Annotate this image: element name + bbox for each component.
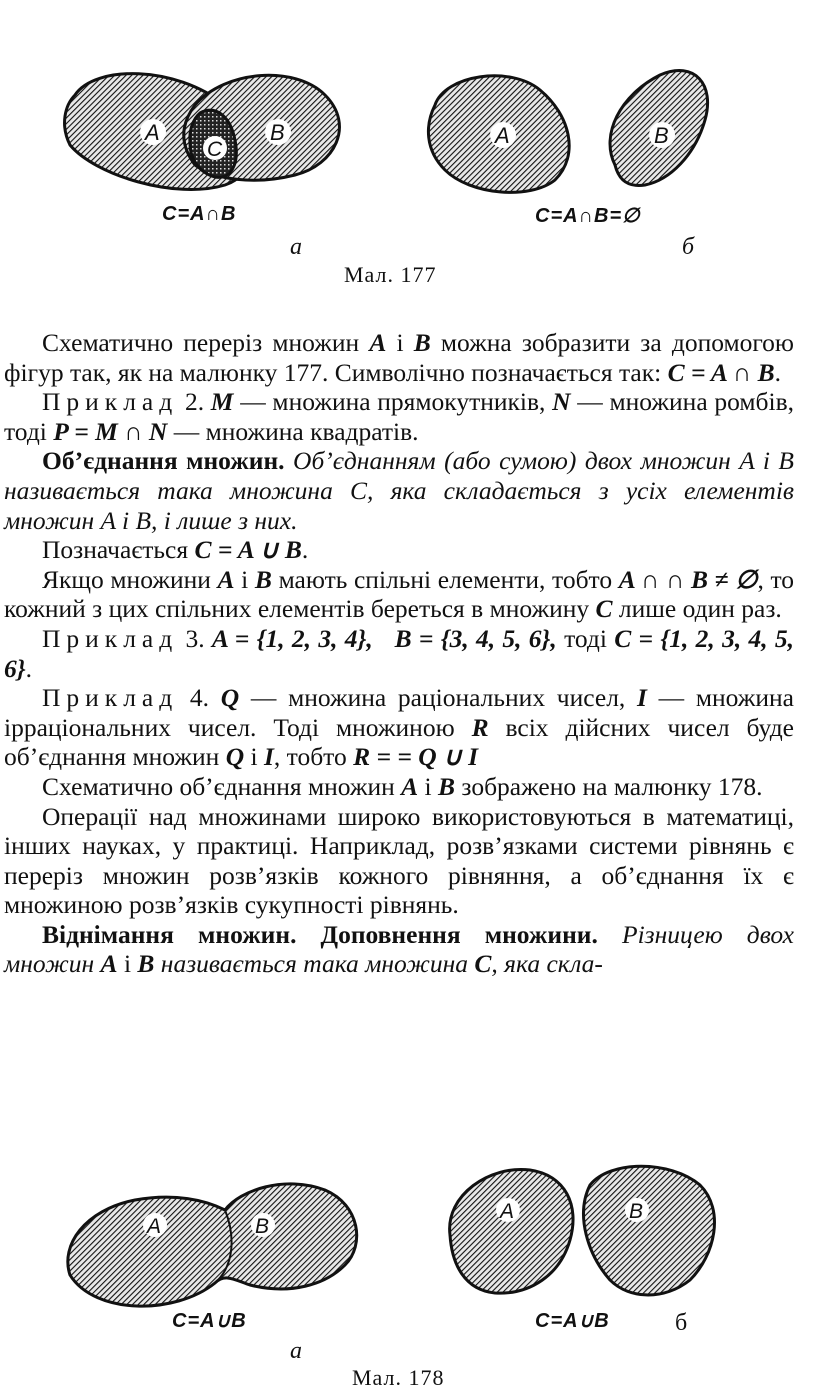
set-symbol: Q xyxy=(225,742,245,772)
text-run: лише один раз. xyxy=(612,594,782,624)
set-symbol: M xyxy=(210,387,234,417)
set-symbol: N xyxy=(552,387,571,417)
set-symbol: C xyxy=(474,949,492,979)
definition-text: Об’єднанням (або сумою) двох множин A і B називається така множина C, яка складається з усіх елементів множин A і B, і лише з них. xyxy=(4,446,794,535)
set-c-label: C xyxy=(207,138,223,161)
text-run: . xyxy=(25,653,33,683)
text-run: 4. xyxy=(178,683,221,713)
text-run: , тобто xyxy=(273,742,354,772)
set-symbol: C xyxy=(595,594,613,624)
figure-177 xyxy=(0,0,815,295)
text-run: Позначається xyxy=(42,535,195,565)
set-symbol: A xyxy=(100,949,118,979)
set-a-label: A xyxy=(495,123,510,148)
example-label: Приклад xyxy=(42,623,179,653)
text-run: — множина ромбів, тоді xyxy=(4,387,794,446)
text-run: , то кожний з цих спільних елементів береться в множину xyxy=(4,564,795,624)
text-run: і xyxy=(117,949,138,979)
formula: C = A ∩ B xyxy=(667,357,775,387)
formula: C = A ∪ B xyxy=(194,535,302,565)
text-run: — множина ірраціональних чисел. Тоді множиною xyxy=(4,683,794,742)
text-run: зображено на малюнку 178. xyxy=(455,771,763,801)
figure-title-178: Мал. 178 xyxy=(352,1365,445,1390)
text-run: 2. xyxy=(178,387,211,417)
set-b-label: B xyxy=(629,1200,644,1223)
set-symbol: B xyxy=(413,328,431,357)
set-symbol: I xyxy=(637,683,647,713)
sub-label-a: а xyxy=(290,1338,302,1364)
sub-label-b: б xyxy=(675,1310,688,1336)
text-run: можна зобразити за допомогою фігур так, як на малюнку 177. Символічно позначається так: xyxy=(4,328,794,387)
section-heading: Віднімання множин. Доповнення множини. xyxy=(42,919,598,949)
set-a-shape xyxy=(450,1169,573,1293)
paragraph-union-definition xyxy=(4,446,794,535)
text-run: і xyxy=(244,742,264,772)
text-run: — множина квадратів. xyxy=(167,416,419,446)
text-run: і xyxy=(386,328,414,357)
set-symbol: B xyxy=(438,771,456,801)
text-run: всіх дійсних чисел буде об’єднання множин xyxy=(4,712,794,772)
paragraph-example-3 xyxy=(4,624,794,683)
text-run: — множина прямокутників, xyxy=(233,387,553,417)
text-run: і xyxy=(234,564,255,594)
paragraph-notation xyxy=(4,535,794,565)
set-b-label: B xyxy=(255,1215,270,1238)
set-symbol: B xyxy=(254,564,272,594)
formula: B = {3, 4, 5, 6}, xyxy=(394,623,557,653)
set-b-label: B xyxy=(270,120,285,145)
set-a-label: A xyxy=(145,120,160,145)
text-run: 3. xyxy=(178,623,212,653)
text-run: Схематично об’єднання множин xyxy=(42,771,402,801)
set-b-label: B xyxy=(654,123,669,148)
definition-text: , яка скла- xyxy=(491,949,603,979)
paragraph-example-2 xyxy=(4,387,794,446)
text-run: Схематично переріз множин xyxy=(42,328,370,357)
set-symbol: B xyxy=(137,949,155,979)
set-b-shape xyxy=(584,1166,715,1295)
figure-title-177: Мал. 177 xyxy=(344,262,437,287)
paragraph-operations: Операції над множинами широко використовуються в математиці, інших науках, у практиці. Наприклад, розв’язками системи рівнянь є переріз множин розв’язків кожного рівняння, а об’єднання їх є множиною розв’язків сукупності рівнянь. xyxy=(4,801,794,920)
caption-178a: C=A∪B xyxy=(172,1310,247,1332)
set-a-label: A xyxy=(500,1200,515,1223)
diagram-178a xyxy=(55,1155,385,1325)
sub-label-b: б xyxy=(682,234,695,260)
set-symbol: A xyxy=(401,771,419,801)
formula: R = = Q ∪ I xyxy=(353,742,479,772)
body-text xyxy=(4,328,794,979)
text-run: Якщо множини xyxy=(42,564,218,594)
paragraph-example-4 xyxy=(4,683,794,772)
paragraph-common-elements xyxy=(4,565,794,624)
set-symbol: Q xyxy=(220,683,240,713)
formula: A ∩ ∩ B ≠ ∅ xyxy=(618,564,758,594)
formula: P = M ∩ N xyxy=(53,416,168,446)
section-heading: Об’єднання множин. xyxy=(42,446,285,476)
set-a-label: A xyxy=(147,1215,162,1238)
text-run: мають спільні елементи, тобто xyxy=(271,564,619,594)
text-run: . xyxy=(301,535,309,565)
caption-177a: C=A∩B xyxy=(162,203,237,225)
text-run: тоді xyxy=(556,623,615,653)
formula: A = {1, 2, 3, 4}, xyxy=(211,623,373,653)
formula: C = {1, 2, 3, 4, 5, 6} xyxy=(4,623,795,683)
paragraph-difference xyxy=(4,920,794,979)
union-shape xyxy=(68,1184,357,1306)
sub-label-a: а xyxy=(290,234,302,260)
diagram-178b xyxy=(430,1155,730,1325)
set-symbol: R xyxy=(471,712,489,742)
text-run: і xyxy=(418,771,438,801)
example-label: Приклад xyxy=(42,387,179,417)
caption-177b: C=A∩B=∅ xyxy=(535,205,641,227)
text-run: — множина раціональних чисел, xyxy=(239,683,638,713)
caption-178b: C=A∪B xyxy=(535,1310,610,1332)
set-symbol: I xyxy=(263,742,274,772)
paragraph-union-schematic xyxy=(4,772,794,802)
figure-178 xyxy=(0,1140,815,1398)
definition-text: називається така множина xyxy=(154,949,475,979)
set-symbol: A xyxy=(217,564,235,594)
example-label: Приклад xyxy=(42,683,179,713)
paragraph-1 xyxy=(4,328,794,387)
text-run: . xyxy=(774,357,781,387)
definition-text: Різницею двох множин xyxy=(4,919,794,979)
set-symbol: A xyxy=(369,328,387,357)
